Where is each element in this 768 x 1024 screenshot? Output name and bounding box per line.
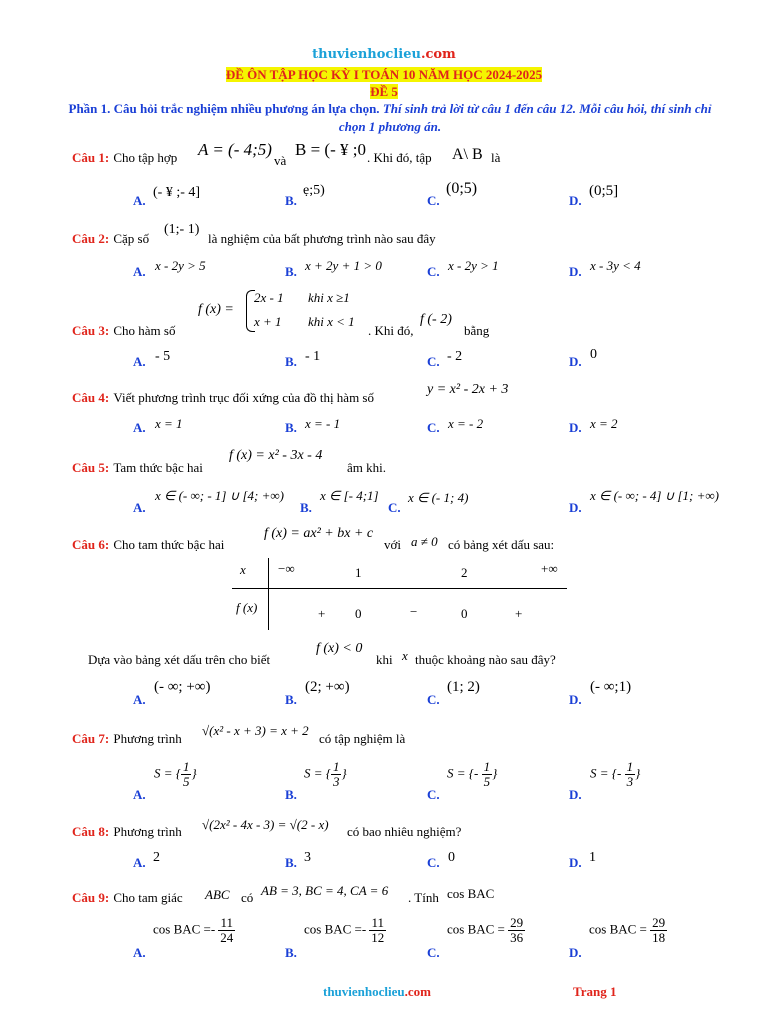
q6-text6: thuộc khoảng nào sau đây?: [415, 652, 556, 667]
q1-option-d-label[interactable]: D.: [569, 193, 582, 208]
q7-option-b-label[interactable]: B.: [285, 787, 297, 802]
q9-target: cos BAC: [447, 886, 495, 901]
q1-option-c-label[interactable]: C.: [427, 193, 440, 208]
q4-option-a[interactable]: x = 1: [155, 416, 183, 431]
q6-option-c-label[interactable]: C.: [427, 692, 440, 707]
q8-option-b-label[interactable]: B.: [285, 855, 297, 870]
q4-option-b[interactable]: x = - 1: [305, 416, 341, 431]
q1-text2: . Khi đó, tập: [367, 150, 432, 165]
q1-option-b-label[interactable]: B.: [285, 193, 297, 208]
q7-option-b[interactable]: S = { $\frac{1}{3}$ }: [304, 759, 347, 789]
q8-option-c-label[interactable]: C.: [427, 855, 440, 870]
q4-option-d[interactable]: x = 2: [590, 416, 618, 431]
sign-table-pos-inf: +∞: [541, 561, 558, 576]
footer-site: thuvienhoclieu.com: [323, 984, 431, 999]
q5-option-c-label[interactable]: C.: [388, 500, 401, 515]
q8-option-d-label[interactable]: D.: [569, 855, 582, 870]
q1-option-a[interactable]: (- ¥ ;- 4]: [153, 185, 201, 200]
q7-option-c-label[interactable]: C.: [427, 787, 440, 802]
q6-option-c[interactable]: (1; 2): [447, 679, 480, 695]
q5-function: f (x) = x² - 3x - 4: [229, 448, 323, 463]
q9-text2: có: [241, 890, 254, 905]
q6-text2: với: [384, 537, 401, 552]
q8-option-b[interactable]: 3: [304, 850, 311, 865]
q2-option-a-label[interactable]: A.: [133, 264, 146, 279]
question-3: Câu 3: Cho hàm số: [72, 323, 176, 338]
question-8: Câu 8: Phương trình: [72, 824, 182, 839]
sign-table: [232, 558, 567, 630]
q8-equation: √(2x² - 4x - 3) = √(2 - x): [202, 817, 329, 832]
question-1: Câu 1: Cho tập hợp: [72, 150, 178, 165]
q7-option-d[interactable]: S = {- $\frac{1}{3}$ }: [590, 759, 641, 789]
q4-option-c-label[interactable]: C.: [427, 420, 440, 435]
q3-row2-cond: khi x < 1: [308, 314, 355, 329]
q6-option-d-label[interactable]: D.: [569, 692, 582, 707]
sign-table-root2: 2: [461, 565, 468, 580]
q7-equation: √(x² - x + 3) = x + 2: [202, 723, 309, 738]
q7-option-a[interactable]: S = { $\frac{1}{5}$ }: [154, 759, 197, 789]
exam-no-wrap: [0, 81, 768, 100]
q2-text: là nghiệm của bất phương trình nào sau đây: [208, 231, 436, 246]
q6-option-b-label[interactable]: B.: [285, 692, 297, 707]
q4-option-a-label[interactable]: A.: [133, 420, 146, 435]
q3-option-c[interactable]: - 2: [447, 349, 463, 364]
q1-option-a-label[interactable]: A.: [133, 193, 146, 208]
q3-option-a[interactable]: - 5: [155, 349, 171, 364]
q4-option-b-label[interactable]: B.: [285, 420, 297, 435]
q9-option-a-label[interactable]: A.: [133, 945, 146, 960]
sign-table-neg-inf: −∞: [278, 561, 295, 576]
q8-text2: có bao nhiêu nghiệm?: [347, 824, 462, 839]
q1-option-c[interactable]: (0;5): [446, 180, 478, 197]
q3-option-c-label[interactable]: C.: [427, 354, 440, 369]
q7-option-a-label[interactable]: A.: [133, 787, 146, 802]
q3-row2-expr: x + 1: [254, 314, 282, 329]
q9-option-d-label[interactable]: D.: [569, 945, 582, 960]
q5-option-a[interactable]: x ∈ (- ∞; - 1] ∪ [4; +∞): [155, 488, 285, 503]
q2-option-d-label[interactable]: D.: [569, 264, 582, 279]
sign-table-zero2: 0: [461, 606, 468, 621]
q2-option-a[interactable]: x - 2y > 5: [155, 258, 206, 273]
q5-option-b[interactable]: x ∈ [- 4;1]: [320, 488, 379, 503]
exam-number: ĐỀ 5: [370, 84, 398, 99]
q8-option-a-label[interactable]: A.: [133, 855, 146, 870]
q3-row1-cond: khi x ≥1: [308, 290, 350, 305]
q2-option-c[interactable]: x - 2y > 1: [448, 258, 499, 273]
question-9: Câu 9: Cho tam giác: [72, 890, 183, 905]
q6-text5: khi: [376, 652, 393, 667]
q5-option-d[interactable]: x ∈ (- ∞; - 4] ∪ [1; +∞): [590, 488, 720, 503]
q6-text4: Dựa vào bảng xét dấu trên cho biết: [88, 652, 271, 667]
q2-pair: (1;- 1): [164, 222, 200, 237]
q7-option-d-label[interactable]: D.: [569, 787, 582, 802]
q4-function: y = x² - 2x + 3: [427, 382, 509, 397]
q7-option-c[interactable]: S = {- $\frac{1}{5}$ }: [447, 759, 498, 789]
q1-option-d[interactable]: (0;5]: [589, 183, 619, 199]
q9-option-b[interactable]: cos BAC =- $\frac{11}{12}$: [304, 915, 385, 945]
q9-option-d[interactable]: cos BAC = $\frac{29}{18}$: [589, 915, 666, 945]
part1-instructions: Phần 1. Câu hỏi trắc nghiệm nhiều phương án lựa chọn. Thí sinh trả lời từ câu 1 đến câu 12. Mỗi câu hỏi, thí sinh chỉ chọn 1 phương án.: [68, 101, 712, 134]
question-4: Câu 4: Viết phương trình trục đối xứng của đồ thị hàm số: [72, 390, 374, 405]
q7-text2: có tập nghiệm là: [319, 731, 406, 746]
q6-x: x: [402, 648, 408, 663]
q9-sides: AB = 3, BC = 4, CA = 6: [261, 883, 389, 898]
q3-text2: . Khi đó,: [368, 323, 414, 338]
q6-condition: a ≠ 0: [411, 534, 438, 549]
q6-fx-negative: f (x) < 0: [316, 641, 363, 656]
question-5: Câu 5: Tam thức bậc hai: [72, 460, 203, 475]
q6-option-a[interactable]: (- ∞; +∞): [154, 679, 211, 695]
sign-table-vline: [268, 558, 269, 630]
q1-text3: là: [491, 150, 501, 165]
q1-set-b: B = (- ¥ ;0: [295, 140, 366, 159]
sign-table-sign1: +: [318, 606, 326, 621]
q3-option-d[interactable]: 0: [590, 347, 597, 362]
q3-option-b-label[interactable]: B.: [285, 354, 297, 369]
sign-table-x-label: x: [240, 562, 246, 577]
site-name: thuvienhoclieu.com: [312, 47, 456, 62]
q3-f-minus2: f (- 2): [420, 312, 452, 327]
q3-option-a-label[interactable]: A.: [133, 354, 146, 369]
q9-option-c[interactable]: cos BAC = $\frac{29}{36}$: [447, 915, 524, 945]
q9-option-a[interactable]: cos BAC =- $\frac{11}{24}$: [153, 915, 234, 945]
q2-option-c-label[interactable]: C.: [427, 264, 440, 279]
q6-option-d[interactable]: (- ∞;1): [590, 679, 632, 695]
sign-table-sign2: −: [410, 604, 418, 619]
q9-triangle: ABC: [205, 887, 230, 902]
q1-option-b[interactable]: ẹ;5): [303, 183, 325, 198]
sign-table-zero1: 0: [355, 606, 362, 621]
question-2: Câu 2: Cặp số: [72, 231, 150, 246]
q6-option-b[interactable]: (2; +∞): [305, 679, 350, 695]
q9-option-b-label[interactable]: B.: [285, 945, 297, 960]
q5-option-c[interactable]: x ∈ (- 1; 4): [408, 490, 469, 505]
q3-text3: bằng: [464, 323, 490, 338]
sign-table-hline: [232, 588, 567, 589]
sign-table-sign3: +: [515, 606, 523, 621]
q4-option-d-label[interactable]: D.: [569, 420, 582, 435]
q8-option-d[interactable]: 1: [589, 850, 596, 865]
q9-text3: . Tính: [408, 890, 439, 905]
sign-table-fx-label: f (x): [236, 600, 258, 615]
q1-set-a: A = (- 4;5): [198, 140, 272, 159]
q4-option-c[interactable]: x = - 2: [448, 416, 484, 431]
q3-row1-expr: 2x - 1: [254, 290, 284, 305]
q2-option-d[interactable]: x - 3y < 4: [590, 258, 641, 273]
q3-fx: f (x) =: [198, 302, 234, 317]
exam-title: ĐỀ ÔN TẬP HỌC KỲ I TOÁN 10 NĂM HỌC 2024-2025: [225, 67, 543, 82]
q5-option-d-label[interactable]: D.: [569, 500, 582, 515]
sign-table-root1: 1: [355, 565, 362, 580]
q5-text2: âm khi.: [347, 460, 386, 475]
q9-option-c-label[interactable]: C.: [427, 945, 440, 960]
q8-option-a[interactable]: 2: [153, 850, 160, 865]
page-number: Trang 1: [573, 984, 617, 999]
q6-option-a-label[interactable]: A.: [133, 692, 146, 707]
q8-option-c[interactable]: 0: [448, 850, 455, 865]
q1-and: và: [274, 153, 287, 168]
q6-function: f (x) = ax² + bx + c: [264, 526, 374, 541]
q5-option-b-label[interactable]: B.: [300, 500, 312, 515]
q2-option-b-label[interactable]: B.: [285, 264, 297, 279]
q3-option-b[interactable]: - 1: [305, 349, 321, 364]
question-7: Câu 7: Phương trình: [72, 731, 182, 746]
q5-option-a-label[interactable]: A.: [133, 500, 146, 515]
q3-option-d-label[interactable]: D.: [569, 354, 582, 369]
q6-text3: có bảng xét dấu sau:: [448, 537, 555, 552]
question-6: Câu 6: Cho tam thức bậc hai: [72, 537, 225, 552]
q2-option-b[interactable]: x + 2y + 1 > 0: [305, 258, 382, 273]
q1-diff: A\ B: [452, 146, 483, 163]
